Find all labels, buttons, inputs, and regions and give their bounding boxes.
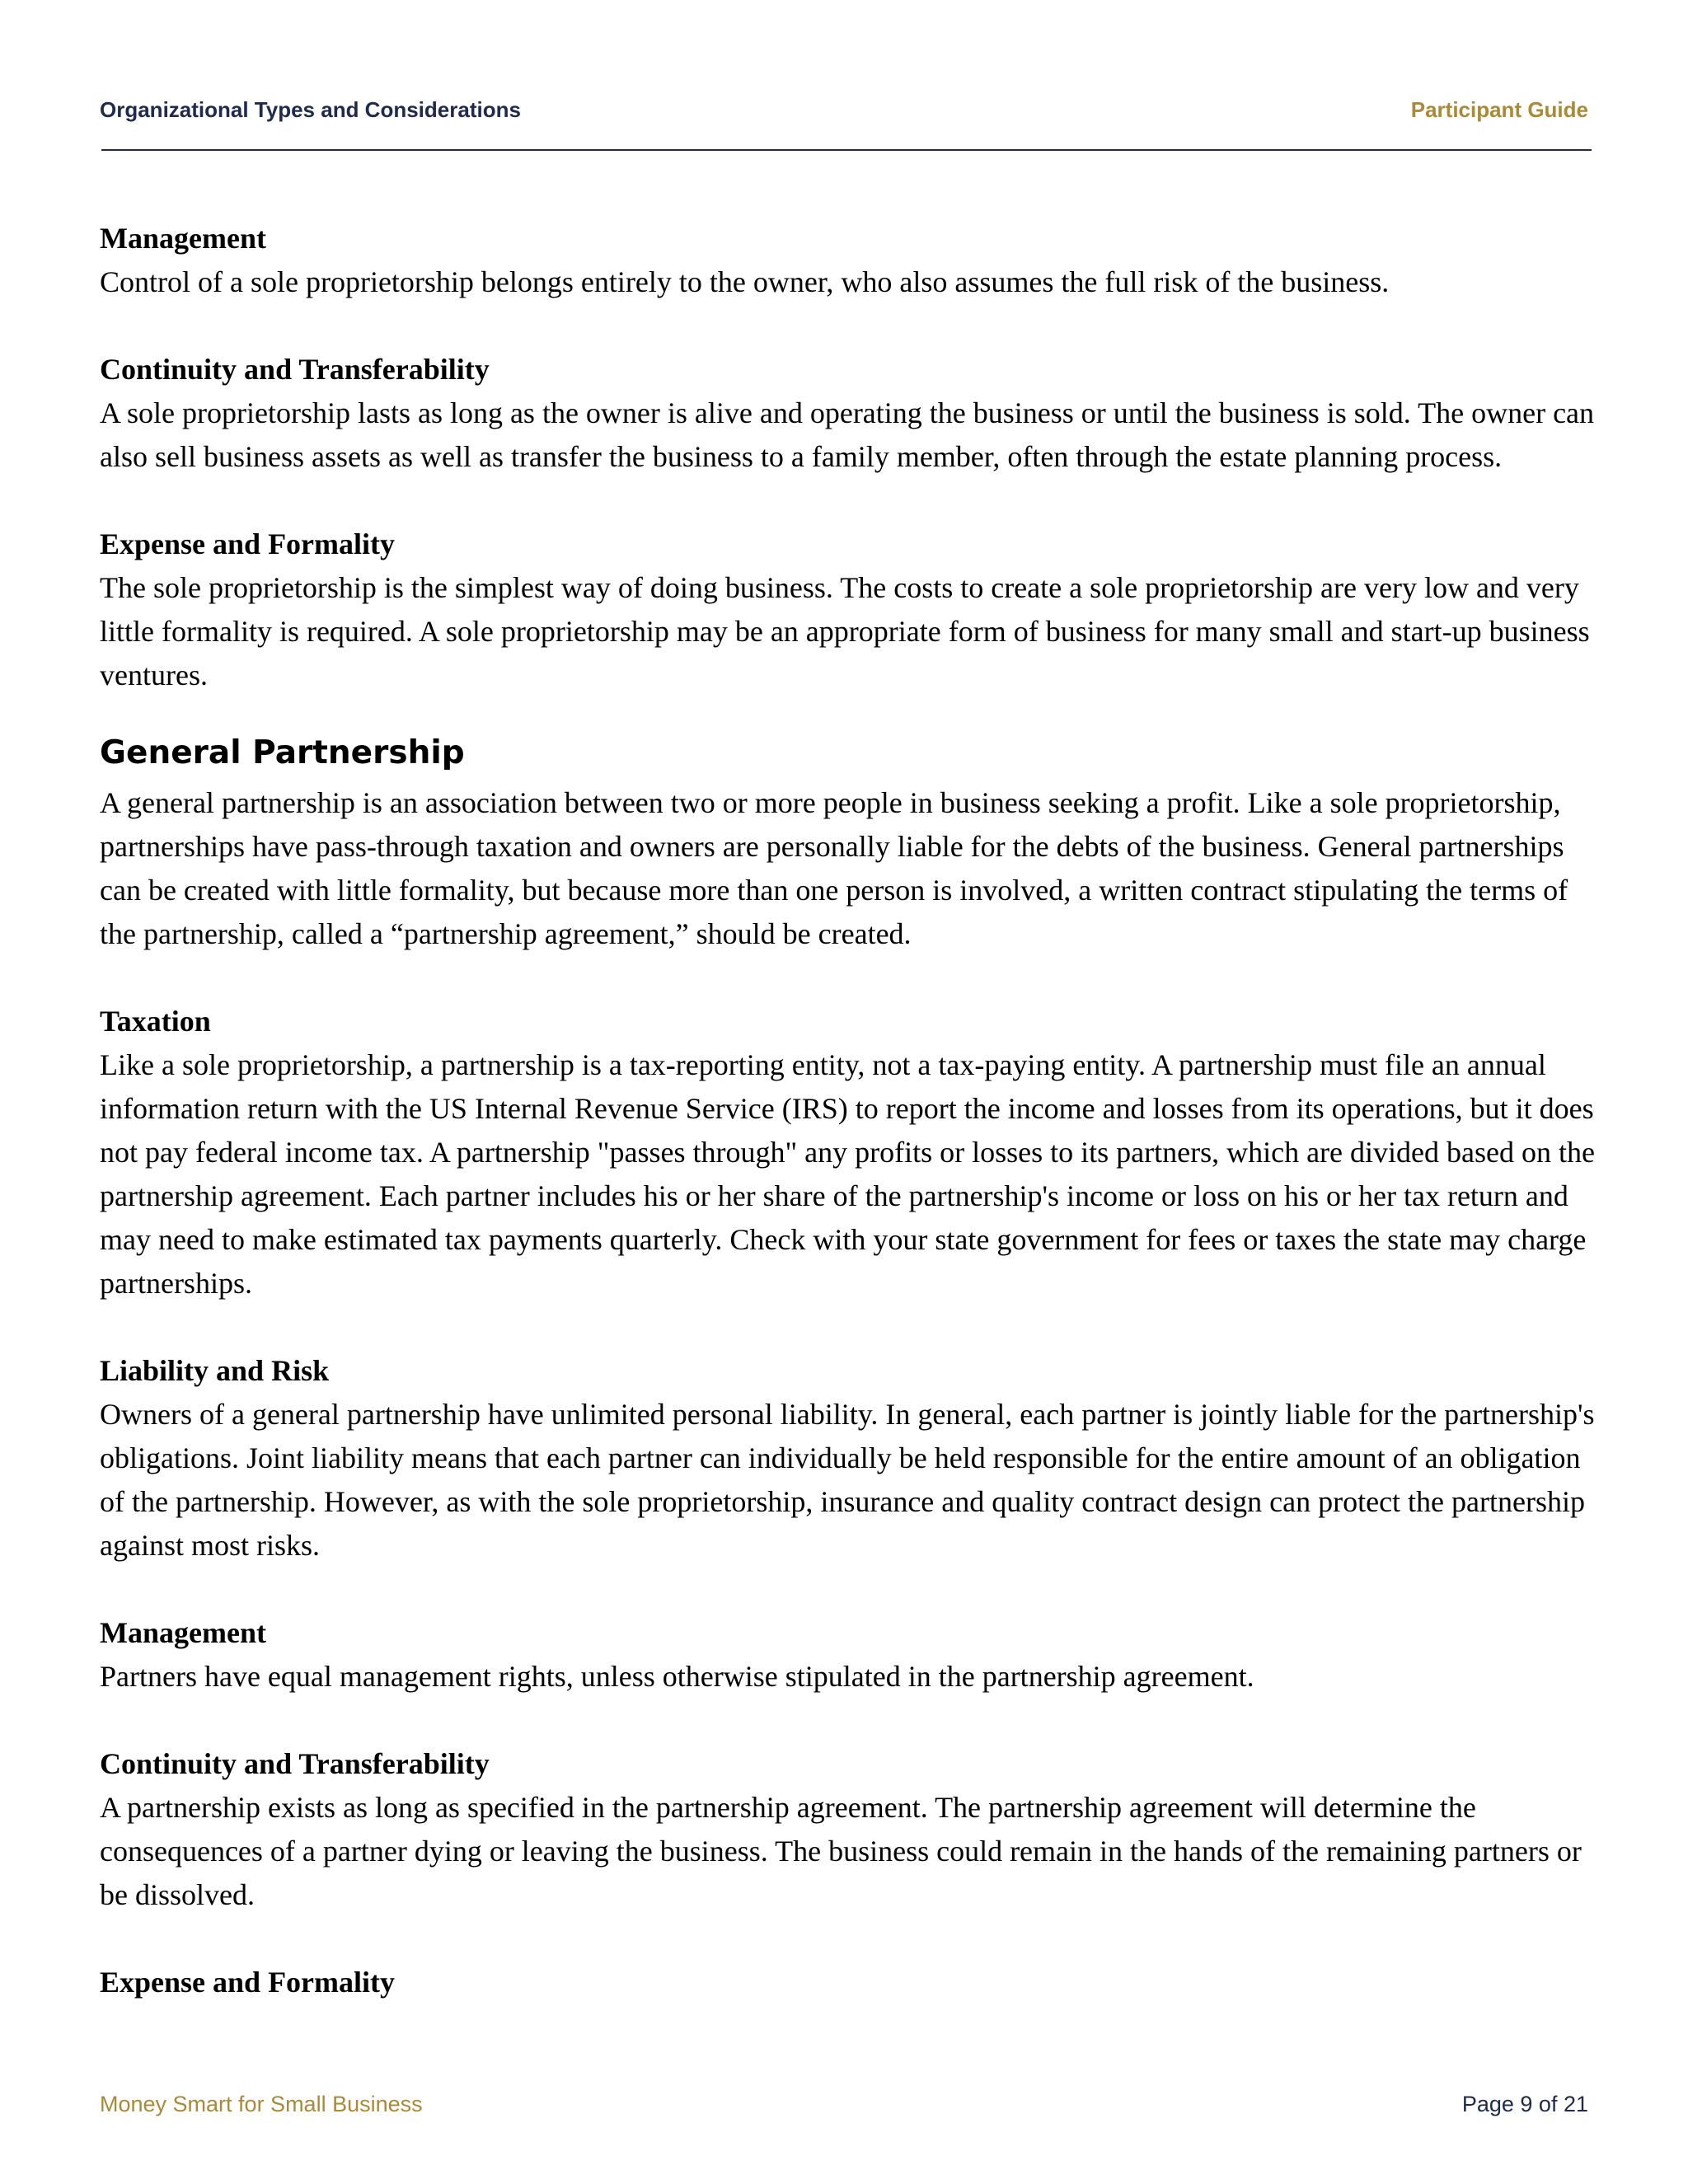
section-heading: Taxation [100, 1005, 211, 1038]
sole-prop-continuity-section [100, 348, 1595, 479]
section-heading: Expense and Formality [100, 527, 396, 560]
section-heading: Management [100, 222, 266, 255]
section-heading: Liability and Risk [100, 1354, 330, 1387]
section-text: A partnership exists as long as specified in the partnership agreement. The partnership agreement will determine the consequences of a partner dying or leaving the business. The business could remain in the hands of the remaining partners or be dissolved. [100, 1791, 1582, 1911]
guide-label: Participant Guide [1410, 97, 1588, 122]
section-text: Owners of a general partnership have unlimited personal liability. In general, each partner is jointly liable for the partnership's obligations. Joint liability means that each partner can individually be held responsible for the entire amount of an obligation of the partnership. However, as with the sole proprietorship, insurance and quality contract design can protect the partnership against most risks. [100, 1398, 1595, 1562]
page-content [100, 217, 1595, 2048]
section-text: Like a sole proprietorship, a partnership is a tax-reporting entity, not a tax-paying entity. A partnership must file an annual information return with the US Internal Revenue Service (IRS) to report the income and losses from its operations, but it does not pay federal income tax. A partnership "passes through" any profits or losses to its partners, which are divided based on the partnership agreement. Each partner includes his or her share of the partnership's income or loss on his or her tax return and may need to make estimated tax payments quarterly. Check with your state government for fees or taxes the state may charge partnerships. [100, 1048, 1595, 1300]
partnership-continuity-section [100, 1742, 1595, 1917]
section-heading: Continuity and Transferability [100, 353, 490, 386]
section-text: Control of a sole proprietorship belongs entirely to the owner, who also assumes the full risk of the business. [100, 265, 1390, 298]
sole-prop-expense-section [100, 523, 1595, 697]
page-header [100, 97, 1588, 122]
document-title: Organizational Types and Considerations [100, 97, 521, 122]
general-partnership-heading: General Partnership [100, 734, 465, 771]
partnership-management-section [100, 1611, 1595, 1699]
section-text: Partners have equal management rights, unless otherwise stipulated in the partnership agreement. [100, 1660, 1254, 1693]
sole-prop-management-section [100, 217, 1595, 304]
partnership-expense-section [100, 1961, 1595, 2004]
section-heading: Expense and Formality [100, 1966, 396, 1999]
taxation-section [100, 1000, 1595, 1305]
liability-section [100, 1349, 1595, 1568]
header-divider [101, 149, 1592, 151]
page-number: Page 9 of 21 [1461, 2092, 1588, 2116]
section-heading: Continuity and Transferability [100, 1747, 490, 1780]
general-partnership-intro-section [100, 729, 1595, 956]
section-text: A sole proprietorship lasts as long as the owner is alive and operating the business or until the business is sold. The owner can also sell business assets as well as transfer the business to a family member, often through the estate planning process. [100, 396, 1595, 473]
section-text: A general partnership is an association between two or more people in business seeking a profit. Like a sole proprietorship, partnerships have pass-through taxation and owners are personally liable for the debts of the business. General partnerships can be created with little formality, but because more than one person is involved, a written contract stipulating the terms of the partnership, called a “partnership agreement,” should be created. [100, 786, 1568, 950]
section-text: The sole proprietorship is the simplest way of doing business. The costs to create a sole proprietorship are very low and very little formality is required. A sole proprietorship may be an appropriate form of business for many small and start-up business ventures. [100, 571, 1590, 691]
footer-course-title: Money Smart for Small Business [100, 2092, 423, 2116]
section-heading: Management [100, 1616, 266, 1649]
